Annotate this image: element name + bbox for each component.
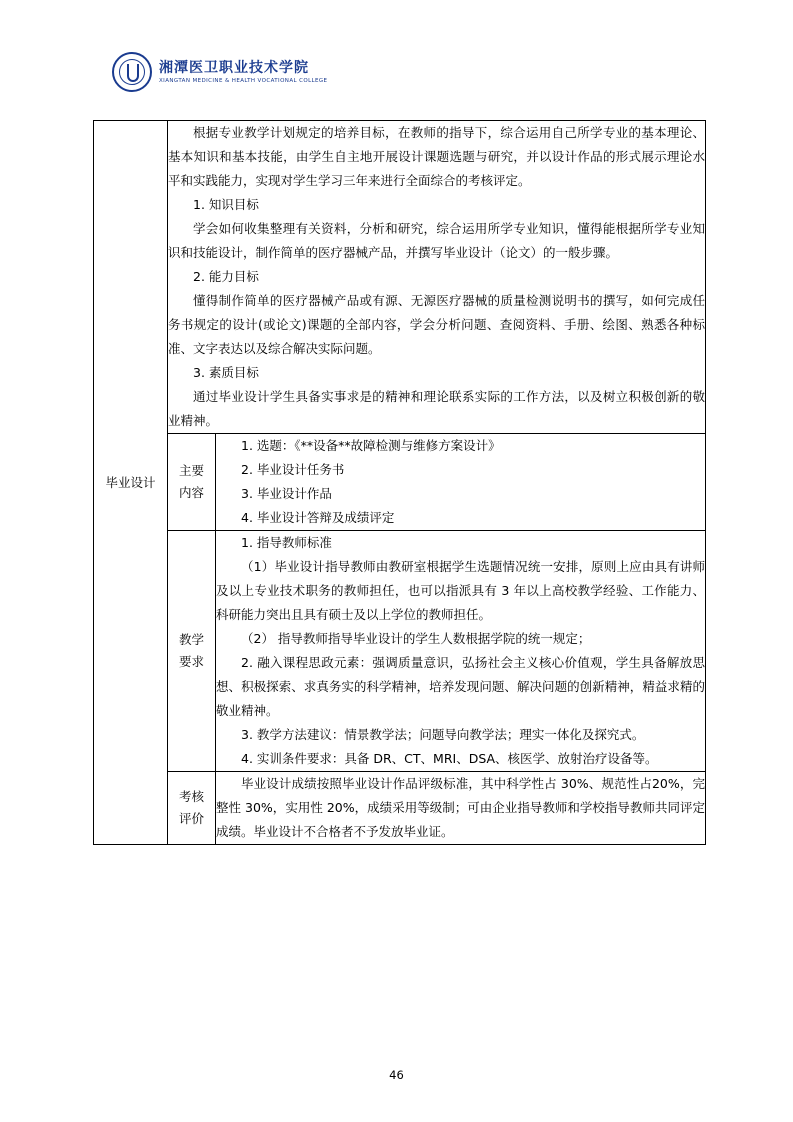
paragraph: 3. 毕业设计作品 — [241, 486, 332, 501]
section-main-content-cell — [216, 434, 706, 531]
section-label-line: 教学 — [178, 632, 204, 648]
paragraph: 4. 实训条件要求：具备 DR、CT、MRI、DSA、核医学、放射治疗设备等。 — [241, 751, 658, 766]
section-teaching-requirements-cell — [216, 531, 706, 772]
section-label-line: 主要 — [178, 463, 204, 479]
table-row — [94, 121, 706, 434]
logo-emblem-icon — [112, 52, 152, 92]
paragraph: 学会如何收集整理有关资料，分析和研究，综合运用所学专业知识，懂得能根据所学专业知识和技能设计，制作简单的医疗器械产品，并撰写毕业设计（论文）的一般步骤。 — [168, 221, 706, 260]
section-label-line: 考核 — [178, 789, 204, 805]
paragraph: （2） 指导教师指导毕业设计的学生人数根据学院的统一规定； — [241, 631, 591, 646]
section-assessment-cell — [216, 772, 706, 845]
section-label-line: 内容 — [178, 485, 204, 500]
paragraph: 3. 教学方法建议：情景教学法；问题导向教学法；理实一体化及探究式。 — [241, 727, 645, 742]
paragraph: 通过毕业设计学生具备实事求是的精神和理论联系实际的工作方法，以及树立积极创新的敬业精神。 — [168, 389, 706, 428]
table-row — [94, 531, 706, 772]
paragraph: （1）毕业设计指导教师由教研室根据学生选题情况统一安排，原则上应由具有讲师及以上专业技术职务的教师担任，也可以指派具有 3 年以上高校教学经验、工作能力、科研能力突出且具有硕士及以上学位的教师担任。 — [216, 559, 706, 622]
logo-text-block — [159, 60, 327, 84]
section-label-assessment — [168, 772, 216, 845]
logo-english-name: XIANGTAN MEDICINE & HEALTH VOCATIONAL COLLEGE — [159, 77, 328, 84]
curriculum-table — [93, 120, 706, 845]
paragraph: 4. 毕业设计答辩及成绩评定 — [241, 510, 395, 525]
row-title-label: 毕业设计 — [105, 474, 156, 490]
section-label-line: 要求 — [178, 654, 204, 669]
section-label-teaching-requirements — [168, 531, 216, 772]
paragraph: 1. 指导教师标准 — [241, 535, 332, 550]
paragraph: 2. 融入课程思政元素：强调质量意识，弘扬社会主义核心价值观，学生具备解放思想、积极探索、求真务实的科学精神，培养发现问题、解决问题的创新精神，精益求精的敬业精神。 — [216, 655, 706, 718]
row-title-cell — [94, 121, 168, 845]
logo-chinese-name: 湘潭医卫职业技术学院 — [159, 59, 309, 76]
paragraph: 2. 能力目标 — [193, 269, 259, 284]
section-objectives-cell — [168, 121, 706, 434]
table-row — [94, 772, 706, 845]
section-label-main-content — [168, 434, 216, 531]
paragraph: 2. 毕业设计任务书 — [241, 462, 345, 477]
paragraph: 1. 知识目标 — [193, 197, 259, 212]
paragraph: 根据专业教学计划规定的培养目标，在教师的指导下，综合运用自己所学专业的基本理论、基本知识和基本技能，由学生自主地开展设计课题选题与研究，并以设计作品的形式展示理论水平和实践能力，实现对学生学习三年来进行全面综合的考核评定。 — [168, 125, 706, 188]
table-row — [94, 434, 706, 531]
paragraph: 毕业设计成绩按照毕业设计作品评级标准，其中科学性占 30%、规范性占20%，完整性 30%，实用性 20%，成绩采用等级制；可由企业指导教师和学校指导教师共同评定成绩。毕业设计不合格者不予发放毕业证。 — [216, 776, 706, 839]
paragraph: 懂得制作简单的医疗器械产品或有源、无源医疗器械的质量检测说明书的撰写，如何完成任务书规定的设计(或论文)课题的全部内容，学会分析问题、查阅资料、手册、绘图、熟悉各种标准、文字表达以及综合解决实际问题。 — [168, 293, 706, 356]
section-label-line: 评价 — [178, 811, 204, 826]
page-number: 46 — [389, 1068, 404, 1082]
paragraph: 3. 素质目标 — [193, 365, 259, 380]
paragraph: 1. 选题：《**设备**故障检测与维修方案设计》 — [241, 438, 501, 453]
college-logo — [112, 52, 327, 92]
